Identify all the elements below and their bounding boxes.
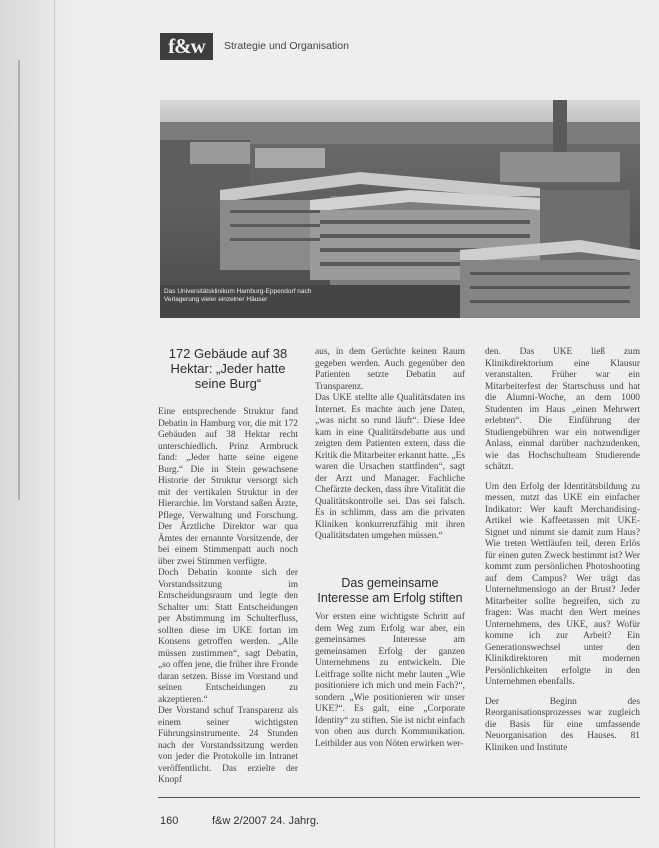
binding-edge [54, 0, 55, 848]
footer-rule [158, 797, 640, 798]
paragraph: Doch Debatin konnte sich der Vorstandssitzung im Entscheidungsraum und legte den Schalter um: Statt Entscheidungen per Abstimmung im Schulterfluss, sollten diese im UKE fortan im Konsens getroffen werden. „Alle müssen zustimmen“, sagt Debatin, „so offen jene, die früher ihre Fronde daran setzen. Bisse im Vorstand und seinen Entscheidungen zu akzeptieren.“ [158, 568, 298, 705]
paragraph: Vor ersten eine wichtigste Schritt auf dem Weg zum Erfolg war aber, ein gemeinsames Interesse am gemeinsamen Erfolg der ganzen Unternehmens zu entwickeln. Die Leitfrage sollte nicht mehr lauten „Wie positioniere ich mich und mein Fach?“, sondern „Wie positionieren wir unser UKE?“. Es galt, eine „Corporate Identity“ zu stiften. Sie ist nicht einfach von oben aus durch Kommunikation. Leitbilder aus von Nöten erwirken wer- [315, 612, 465, 749]
paragraph: Der Vorstand schuf Transparenz als einem seiner wichtigsten Führungsinstrumente. 24 Stunden nach der Vorstandssitzung werden von jeder die Protokolle im Intranet veröffentlicht. Das erzielte der Knopf [158, 706, 298, 785]
page-number: 160 [160, 815, 179, 827]
text-column-2 [315, 347, 465, 543]
text-column-1 [158, 407, 298, 787]
binding-line [18, 60, 20, 500]
article-subheading-1: 172 Gebäude auf 38 Hektar: „Jeder hatte seine Burg“ [168, 346, 288, 391]
article-subheading-2: Das gemeinsame Interesse am Erfolg stiften [317, 576, 463, 605]
paragraph: den. Das UKE ließ zum Klinikdirektorium eine Klausur veranstalten. Früher war ein Mitarbeiterfest der Startschuss und hat die Alumni-Woche, an dem 1000 Studenten im Haus „einen Mehrwert erlebten“. Die Einführung der Studiengebühren war ein notwendiger Anlass, einmal darüber nachzudenken, wie das Hochschulteam Studierende schätzt. [485, 347, 640, 472]
paragraph: Eine entsprechende Struktur fand Debatin in Hamburg vor, die mit 172 Gebäuden auf 38 Hektar recht unterschiedlich. Prinz Armbruck fand: „Jeder hatte seine eigene Burg.“ Die in Stein gewachsene Historie der Struktur versorgt sich mit der vertikalen Struktur in der Hierarchie. Im Vorstand saßen Ärzte, Pflege, Verwaltung und Forschung. Der Ärztliche Direktor war qua Ämtes der ernannte Vorsitzende, der bei einem Stimmenpatt auch noch über zwei Stimmen verfügte. [158, 407, 298, 567]
paragraph: Der Beginn des Reorganisationsprozesses war zugleich die Basis für eine umfassende Neuorganisation des Hauses. 81 Kliniken und Institute [485, 696, 640, 753]
paragraph: Das UKE stellte alle Qualitätsdaten ins Internet. Es machte auch jene Daten, „was nicht so rund läuft“. Diese Idee kam in eine Qualitätsdebatte aus und zeigten dem Patienten extern, dass die Kritik die Mitarbeiter erkannt hatte. „Es waren die Ursachen stattfinden“, sagt der Arzt und Manager. Fachliche Chefärzte decken, dass ihre Vitalität die Qualitätskontrolle sei. Das sei falsch. Es in schlimm, dass am die privaten Kliniken konkurrenzfähig mit ihren Qualitätsdaten umgehen müssen.“ [315, 393, 465, 541]
issue-reference: f&w 2/2007 24. Jahrg. [212, 815, 320, 827]
section-title: Strategie und Organisation [224, 40, 349, 52]
campus-photo [160, 100, 640, 318]
paragraph: Um den Erfolg der Identitätsbildung zu messen, nutzt das UKE ein einfacher Indikator: Wer kauft Merchandising-Artikel wie Kaffeetassen mit UKE-Signet und nimmt sie damit zum Haus? Wie treten Wettläufen teil, deren Erlös für einen guten Zweck bestimmt ist? Wer kommt zum persönlichen Photoshooting auf dem Campus? Wer trägt das Unternehmenslogo an der Brust? Jeder Mitarbeiter sollte begreifen, sich zu fragen: Was macht den Wert meines Unternehmens, des UKE, aus? Wofür komme ich zur Arbeit? Ein Generationswechsel unter den Klinikdirektoren mit modernen Persönlichkeiten erfolgte in den Unternehmen ebenfalls. [485, 481, 640, 687]
magazine-logo: f&w [160, 33, 213, 60]
photo-caption: Das Universitätsklinikum Hamburg-Eppendorf nach Verlagerung vieler einzelner Häuser [164, 288, 312, 303]
campus-photo-image [160, 100, 640, 318]
paragraph: aus, in dem Gerüchte keinen Raum gegeben werden. Auch gegenüber den Patienten setzte Debatin auf Transparenz. [315, 347, 465, 392]
page-binding-shadow [0, 0, 72, 848]
text-column-3 [485, 347, 640, 754]
text-column-2-continued [315, 612, 465, 750]
